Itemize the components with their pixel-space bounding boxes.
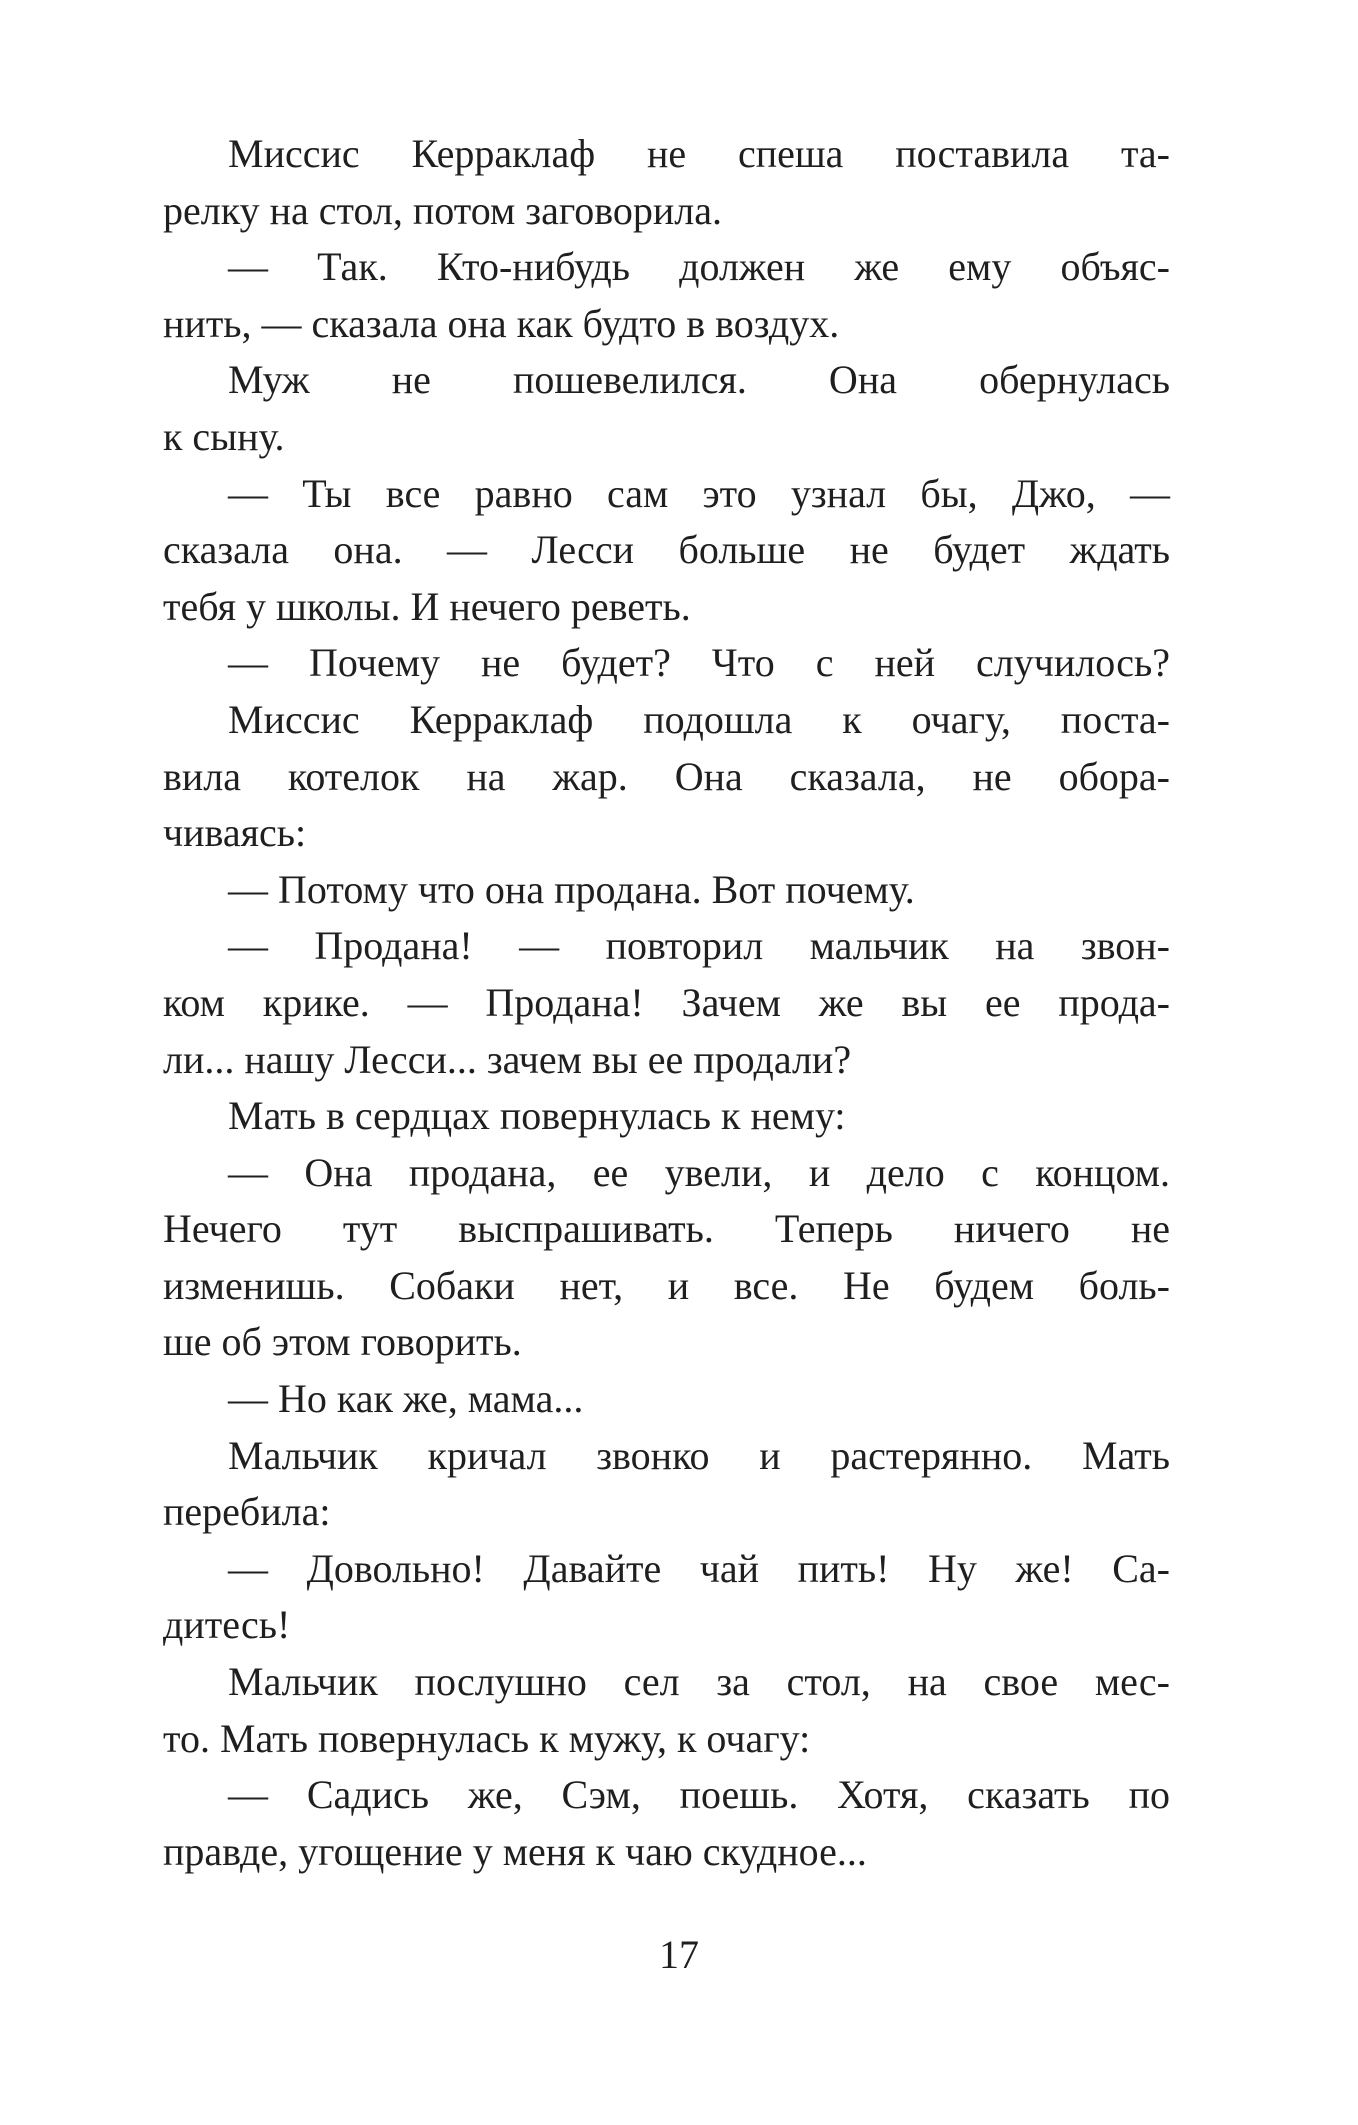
text-line: — Продана! — повторил мальчик на звон-	[228, 923, 1170, 969]
text-line: тебя у школы. И нечего реветь.	[163, 583, 691, 629]
text-line: ком крике. — Продана! Зачем же вы ее прода-	[163, 979, 1170, 1025]
text-line: — Почему не будет? Что с ней случилось?	[228, 640, 1170, 686]
text-line: перебила:	[163, 1489, 331, 1535]
text-line: сказала она. — Лесси больше не будет ждать	[163, 527, 1170, 573]
text-line: — Так. Кто-нибудь должен же ему объяс-	[228, 244, 1170, 290]
text-line: — Но как же, мама...	[228, 1376, 584, 1422]
text-line: вила котелок на жар. Она сказала, не обора-	[163, 753, 1170, 799]
text-line: релку на стол, потом заговорила.	[163, 187, 722, 233]
text-line: правде, угощение у меня к чаю скудное...	[163, 1828, 867, 1874]
text-line: к сыну.	[163, 413, 285, 459]
text-line: — Довольно! Давайте чай пить! Ну же! Са-	[228, 1545, 1170, 1591]
text-line: Мальчик кричал звонко и растерянно. Мать	[228, 1432, 1170, 1478]
text-line: то. Мать повернулась к мужу, к очагу:	[163, 1715, 811, 1761]
text-line: Миссис Керраклаф подошла к очагу, поста-	[228, 696, 1170, 742]
text-line: изменишь. Собаки нет, и все. Не будем боль-	[163, 1262, 1170, 1308]
text-line: Миссис Керраклаф не спеша поставила та-	[228, 131, 1170, 176]
text-line: Муж не пошевелился. Она обернулась	[228, 357, 1170, 403]
text-line: дитесь!	[163, 1602, 291, 1648]
text-line: Мать в сердцах повернулась к нему:	[228, 1093, 846, 1139]
page-body	[163, 126, 1170, 1880]
text-line: — Ты все равно сам это узнал бы, Джо, —	[228, 470, 1170, 516]
text-line: — Садись же, Сэм, поешь. Хотя, сказать по	[228, 1772, 1170, 1818]
text-line: Мальчик послушно сел за стол, на свое мес-	[228, 1659, 1170, 1705]
text-line: — Потому что она продана. Вот почему.	[228, 866, 915, 912]
text-line: Нечего тут выспрашивать. Теперь ничего не	[163, 1206, 1170, 1252]
text-line: ше об этом говорить.	[163, 1319, 522, 1365]
page-number: 17	[659, 1932, 699, 1977]
text-line: — Она продана, ее увели, и дело с концом.	[228, 1149, 1170, 1195]
text-line: ли... нашу Лесси... зачем вы ее продали?	[163, 1036, 852, 1082]
text-line: чиваясь:	[163, 810, 307, 856]
text-line: нить, — сказала она как будто в воздух.	[163, 300, 840, 346]
